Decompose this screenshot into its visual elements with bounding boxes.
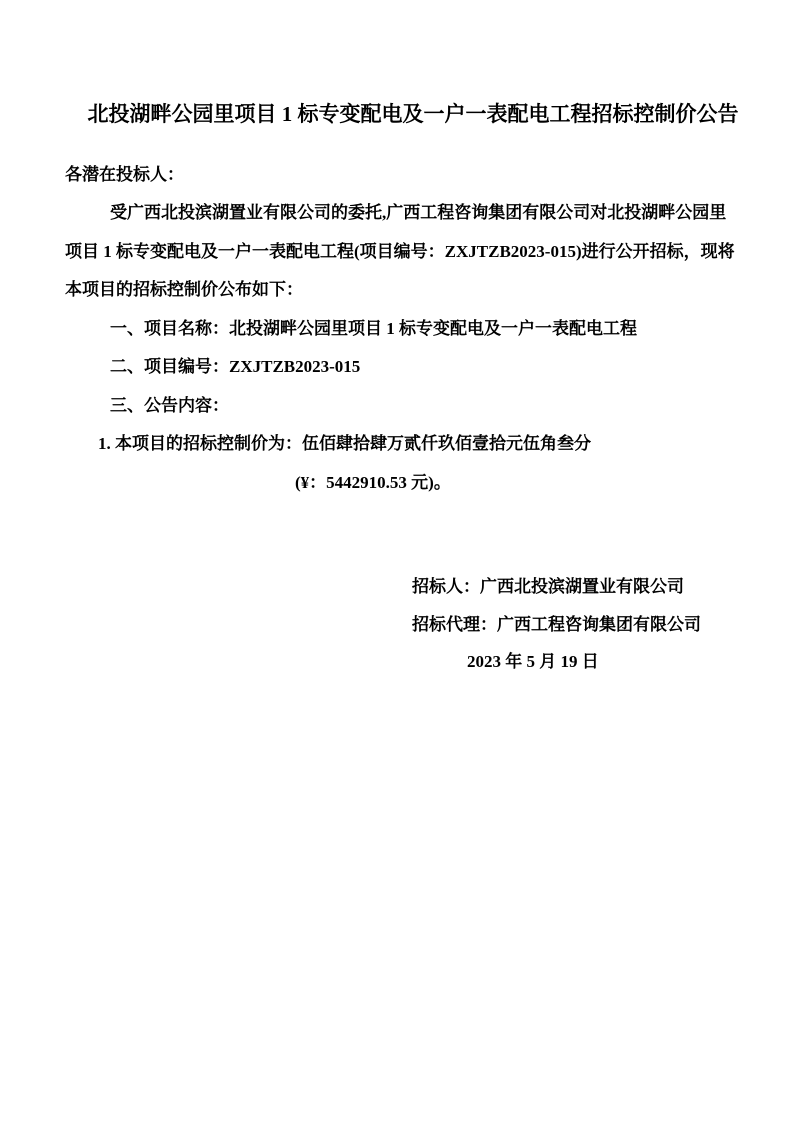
intro-line-1: 受广西北投滨湖置业有限公司的委托,广西工程咨询集团有限公司对北投湖畔公园里 (110, 203, 727, 222)
signature-agent: 招标代理：广西工程咨询集团有限公司 (412, 615, 701, 634)
item-project-number: 二、项目编号：ZXJTZB2023-015 (110, 357, 361, 376)
control-price-amount: (¥：5442910.53 元)。 (295, 473, 451, 492)
document-title: 北投湖畔公园里项目 1 标专变配电及一户一表配电工程招标控制价公告 (87, 102, 739, 126)
item-project-name: 一、项目名称：北投湖畔公园里项目 1 标专变配电及一户一表配电工程 (110, 319, 637, 338)
item-notice-content: 三、公告内容： (110, 396, 229, 415)
control-price-text: 1. 本项目的招标控制价为：伍佰肆拾肆万贰仟玖佰壹拾元伍角叁分 (98, 434, 591, 453)
intro-line-3: 本项目的招标控制价公布如下： (65, 280, 303, 299)
salutation: 各潜在投标人： (65, 165, 184, 184)
intro-line-2: 项目 1 标专变配电及一户一表配电工程(项目编号：ZXJTZB2023-015)进行公开招标，现将 (65, 242, 735, 261)
signature-bidder: 招标人：广西北投滨湖置业有限公司 (412, 577, 684, 596)
signature-date: 2023 年 5 月 19 日 (467, 652, 599, 671)
